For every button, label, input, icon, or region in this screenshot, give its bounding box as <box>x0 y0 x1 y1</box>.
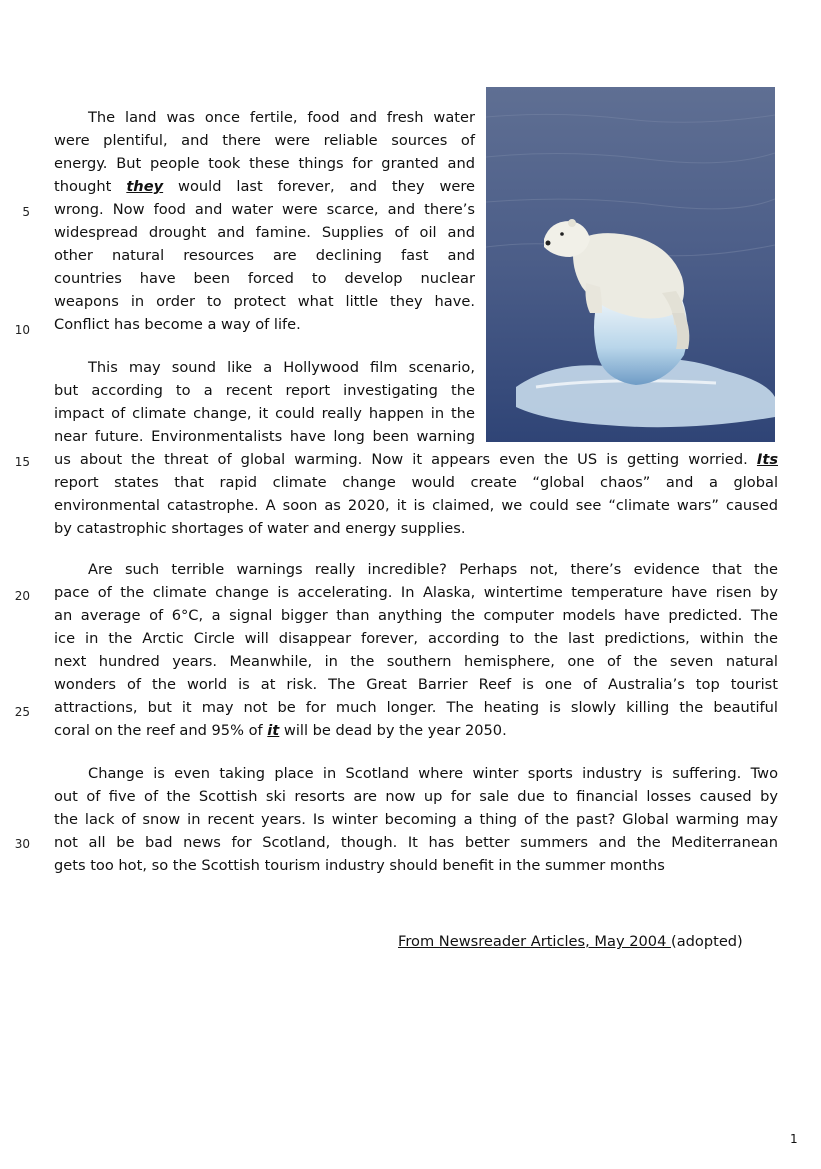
p4-line: gets too hot, so the Scottish tourism industry should benefit in the summer months <box>54 857 665 874</box>
line-number-10: 10 <box>14 323 30 337</box>
p1-line: Conflict has become a way of life. <box>54 316 301 333</box>
p4-line: the lack of snow in recent years. Is winter becoming a thing of the past? Global warming may <box>54 811 778 828</box>
p2-line: us about the threat of global warming. Now it appears even the US is getting worried. <box>54 451 748 468</box>
p1-line: were plentiful, and there were reliable sources of <box>54 132 475 149</box>
p2-line: report states that rapid climate change would create “global chaos” and a global <box>54 474 778 491</box>
line-number-5: 5 <box>22 205 30 219</box>
p1-line: weapons in order to protect what little they have. <box>54 293 475 310</box>
p2-line: environmental catastrophe. A soon as 2020, it is claimed, we could see “climate wars” caused <box>54 497 778 514</box>
p3-line: pace of the climate change is accelerating. In Alaska, wintertime temperature have risen by <box>54 584 778 601</box>
referent-its: Its <box>756 451 779 468</box>
source-citation <box>398 933 743 950</box>
p4-line: Change is even taking place in Scotland where winter sports industry is suffering. Two <box>88 765 778 782</box>
p3-line: next hundred years. Meanwhile, in the southern hemisphere, one of the seven natural <box>54 653 778 670</box>
line-number-15: 15 <box>14 455 30 469</box>
page-number: 1 <box>790 1132 798 1146</box>
p1-line: would last forever, and they were <box>178 178 476 195</box>
p1-line: widespread drought and famine. Supplies of oil and <box>54 224 475 241</box>
line-number-20: 20 <box>14 589 30 603</box>
line-number-30: 30 <box>14 837 30 851</box>
p1-line: other natural resources are declining fast and <box>54 247 475 264</box>
p3-line: attractions, but it may not be for much longer. The heating is slowly killing the beautiful <box>54 699 778 716</box>
referent-they: they <box>126 178 164 195</box>
p2-line: impact of climate change, it could really happen in the <box>54 405 475 422</box>
p1-line-4-start: thought <box>54 178 112 195</box>
p2-line: by catastrophic shortages of water and energy supplies. <box>54 520 466 537</box>
p3-line: an average of 6°C, a signal bigger than anything the computer models have predicted. The <box>54 607 778 624</box>
p1-line: The land was once fertile, food and fresh water <box>88 109 475 126</box>
referent-it: it <box>267 722 280 739</box>
paragraph-4 <box>54 762 778 877</box>
p2-line: This may sound like a Hollywood film scenario, <box>88 359 475 376</box>
p3-last-start: coral on the reef and 95% of <box>54 722 263 739</box>
p1-line: countries have been forced to develop nuclear <box>54 270 475 287</box>
p3-line: Are such terrible warnings really incredible? Perhaps not, there’s evidence that the <box>88 561 778 578</box>
line-number-25: 25 <box>14 705 30 719</box>
p2-line: but according to a recent report investigating the <box>54 382 475 399</box>
p1-line: energy. But people took these things for granted and <box>54 155 475 172</box>
source-suffix: (adopted) <box>671 933 743 950</box>
paragraph-1 <box>54 106 475 336</box>
p4-line: not all be bad news for Scotland, though. It has better summers and the Mediterranean <box>54 834 778 851</box>
source-title: From Newsreader Articles, May 2004 <box>398 933 671 950</box>
paragraph-3 <box>54 558 778 742</box>
p3-line: will be dead by the year 2050. <box>283 722 507 739</box>
p3-line: ice in the Arctic Circle will disappear forever, according to the last predictions, within the <box>54 630 778 647</box>
p3-line: wonders of the world is at risk. The Great Barrier Reef is one of Australia’s top tourist <box>54 676 778 693</box>
p1-line: wrong. Now food and water were scarce, and there’s <box>54 201 475 218</box>
p2-line: near future. Environmentalists have long been warning <box>54 428 475 445</box>
paragraph-2 <box>54 356 778 540</box>
p4-line: out of five of the Scottish ski resorts are now up for sale due to financial losses caused by <box>54 788 778 805</box>
